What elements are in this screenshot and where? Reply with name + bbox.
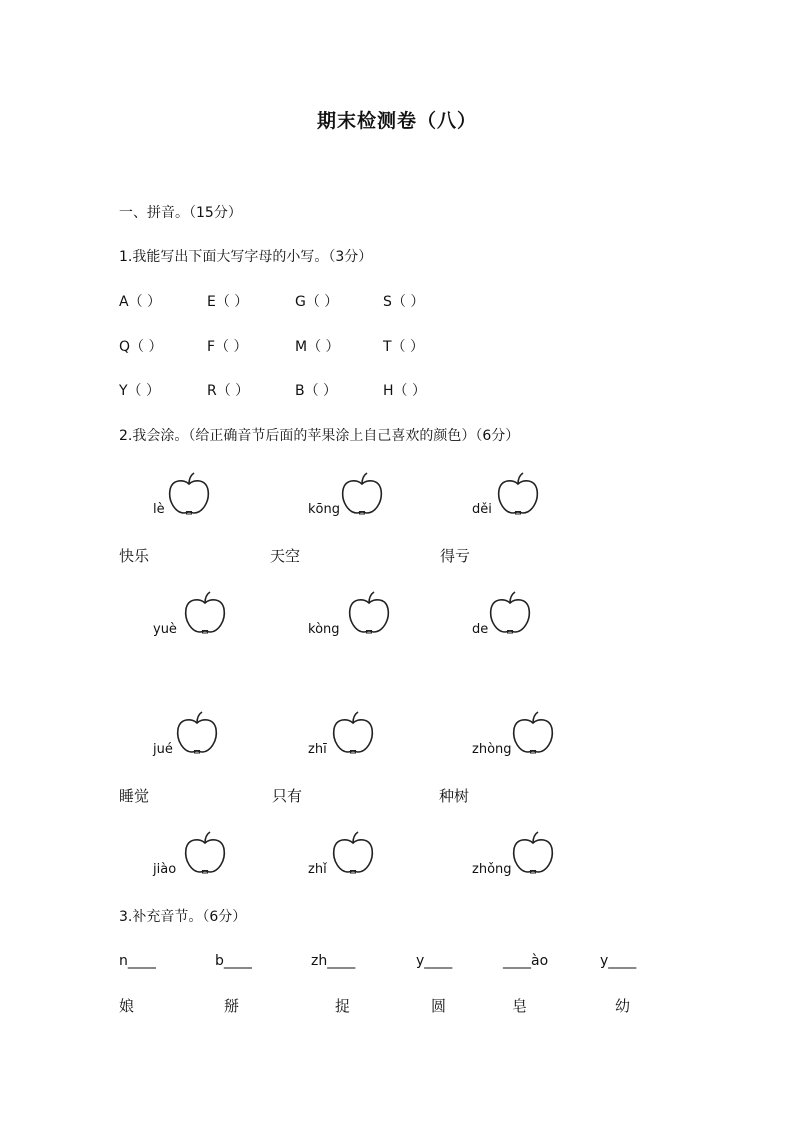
syllable-blank[interactable]: zh____ [311, 953, 356, 969]
chinese-character: 皂 [512, 997, 528, 1015]
letter-blank: T（ ） [383, 339, 425, 355]
question-1-prompt: 1.我能写出下面大写字母的小写。（3分） [119, 249, 373, 265]
chinese-character: 娘 [119, 997, 135, 1015]
letter-blank: Y（ ） [119, 383, 161, 399]
pinyin-option: jiào [153, 862, 177, 877]
pinyin-option: kòng [308, 622, 340, 637]
apple-outline-icon[interactable] [331, 831, 375, 877]
chinese-word: 得亏 [440, 547, 471, 565]
apple-outline-icon[interactable] [331, 711, 375, 757]
letter-blank: Q（ ） [119, 339, 163, 355]
pinyin-option: kōng [308, 502, 340, 517]
pinyin-option: zhī [308, 742, 327, 757]
letter-blank: H（ ） [383, 383, 426, 399]
chinese-word: 天空 [270, 547, 301, 565]
page-title: 期末检测卷（八） [316, 110, 477, 132]
syllable-blank[interactable]: y____ [600, 953, 637, 969]
apple-outline-icon[interactable] [511, 711, 555, 757]
apple-outline-icon[interactable] [183, 831, 227, 877]
apple-outline-icon[interactable] [183, 591, 227, 637]
chinese-character: 捉 [335, 997, 351, 1015]
syllable-blank[interactable]: y____ [416, 953, 453, 969]
section-heading-pinyin: 一、拼音。（15分） [119, 205, 242, 221]
letter-blank: A（ ） [119, 294, 162, 310]
syllable-blank[interactable]: n____ [119, 953, 156, 969]
pinyin-option: yuè [153, 622, 177, 637]
pinyin-option: zhǐ [308, 862, 327, 877]
chinese-word: 睡觉 [119, 787, 150, 805]
chinese-word: 快乐 [119, 547, 150, 565]
letter-blank: B（ ） [295, 383, 338, 399]
question-2-prompt: 2.我会涂。（给正确音节后面的苹果涂上自己喜欢的颜色）（6分） [119, 428, 520, 444]
syllable-blank[interactable]: ____ào [503, 953, 549, 969]
apple-outline-icon[interactable] [347, 591, 391, 637]
letter-blank: R（ ） [207, 383, 250, 399]
letter-blank: M（ ） [295, 339, 340, 355]
letter-blank: S（ ） [383, 294, 425, 310]
apple-outline-icon[interactable] [167, 472, 211, 518]
apple-outline-icon[interactable] [175, 711, 219, 757]
letter-blank: G（ ） [295, 294, 339, 310]
pinyin-option: děi [472, 502, 492, 517]
chinese-word: 只有 [272, 787, 303, 805]
question-3-prompt: 3.补充音节。（6分） [119, 909, 247, 925]
pinyin-option: lè [153, 502, 165, 517]
syllable-blank[interactable]: b____ [215, 953, 252, 969]
chinese-character: 圆 [431, 997, 447, 1015]
chinese-character: 幼 [615, 997, 631, 1015]
chinese-word: 种树 [439, 787, 470, 805]
apple-outline-icon[interactable] [340, 472, 384, 518]
apple-outline-icon[interactable] [496, 472, 540, 518]
apple-outline-icon[interactable] [511, 831, 555, 877]
pinyin-option: jué [153, 742, 173, 757]
pinyin-option: zhǒng [472, 862, 512, 877]
apple-outline-icon[interactable] [488, 591, 532, 637]
letter-blank: E（ ） [207, 294, 249, 310]
letter-blank: F（ ） [207, 339, 248, 355]
pinyin-option: zhòng [472, 742, 512, 757]
pinyin-option: de [472, 622, 489, 637]
chinese-character: 掰 [224, 997, 240, 1015]
